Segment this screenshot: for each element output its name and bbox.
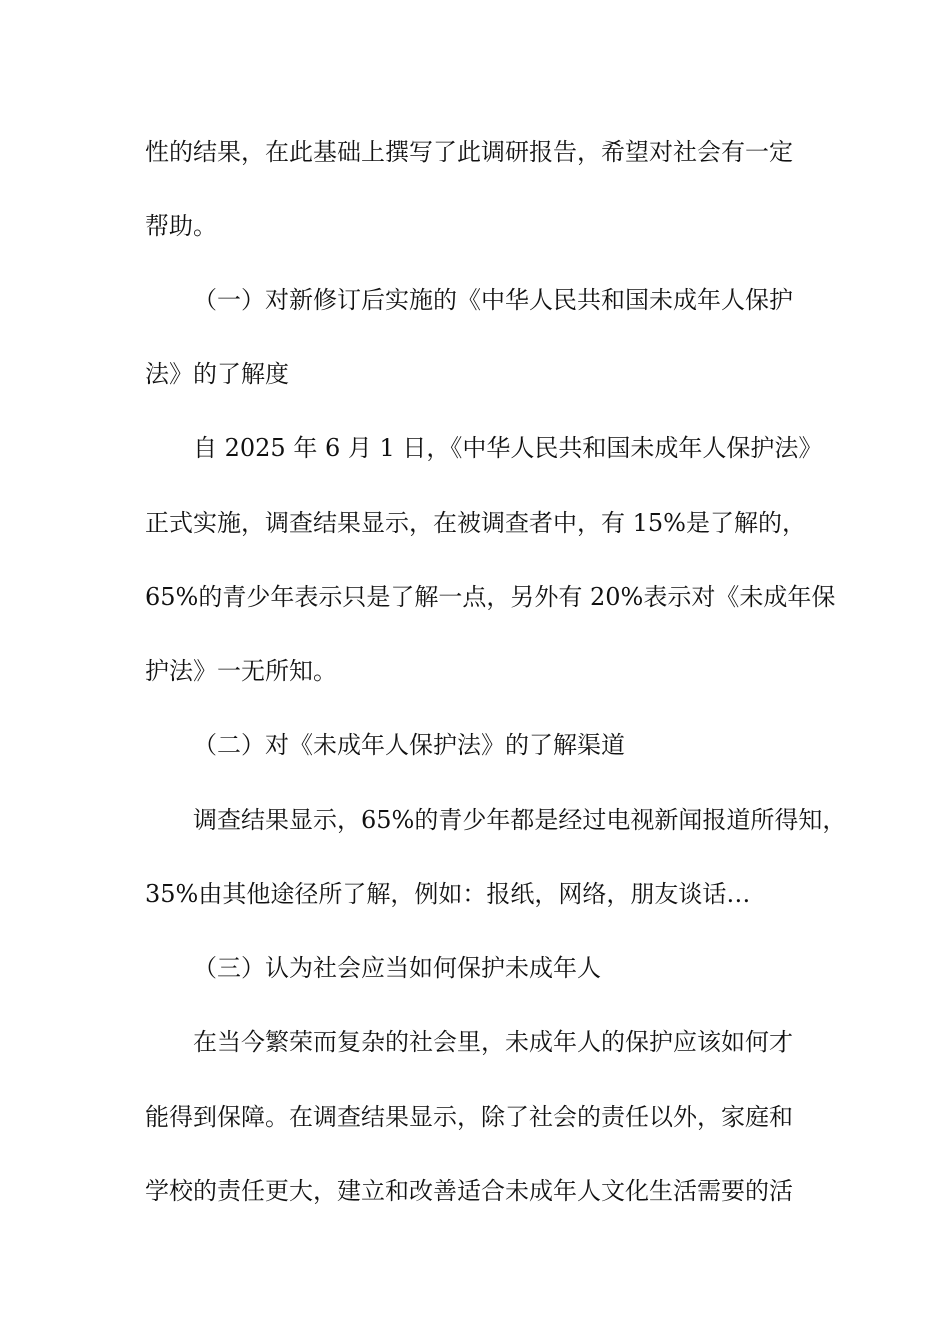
body-line: 65%的青少年表示只是了解一点，另外有 20%表示对《未成年保 bbox=[145, 583, 836, 611]
section-heading: （二）对《未成年人保护法》的了解渠道 bbox=[193, 731, 625, 759]
body-line: 在当今繁荣而复杂的社会里，未成年人的保护应该如何才 bbox=[193, 1028, 793, 1056]
section-heading: 法》的了解度 bbox=[145, 360, 289, 388]
body-line: 能得到保障。在调查结果显示，除了社会的责任以外，家庭和 bbox=[145, 1103, 793, 1131]
body-line: 35%由其他途径所了解，例如：报纸，网络，朋友谈话… bbox=[145, 880, 751, 908]
body-line: 护法》一无所知。 bbox=[145, 657, 337, 685]
body-line: 正式实施，调查结果显示，在被调查者中，有 15%是了解的， bbox=[145, 509, 806, 537]
body-line: 调查结果显示，65%的青少年都是经过电视新闻报道所得知， bbox=[193, 806, 847, 834]
body-line: 帮助。 bbox=[145, 212, 217, 240]
body-line: 自 2025 年 6 月 1 日，《中华人民共和国未成年人保护法》 bbox=[193, 434, 823, 462]
body-line: 性的结果，在此基础上撰写了此调研报告，希望对社会有一定 bbox=[145, 138, 793, 166]
section-heading: （一）对新修订后实施的《中华人民共和国未成年人保护 bbox=[193, 286, 793, 314]
section-heading: （三）认为社会应当如何保护未成年人 bbox=[193, 954, 601, 982]
body-line: 学校的责任更大，建立和改善适合未成年人文化生活需要的活 bbox=[145, 1177, 793, 1205]
